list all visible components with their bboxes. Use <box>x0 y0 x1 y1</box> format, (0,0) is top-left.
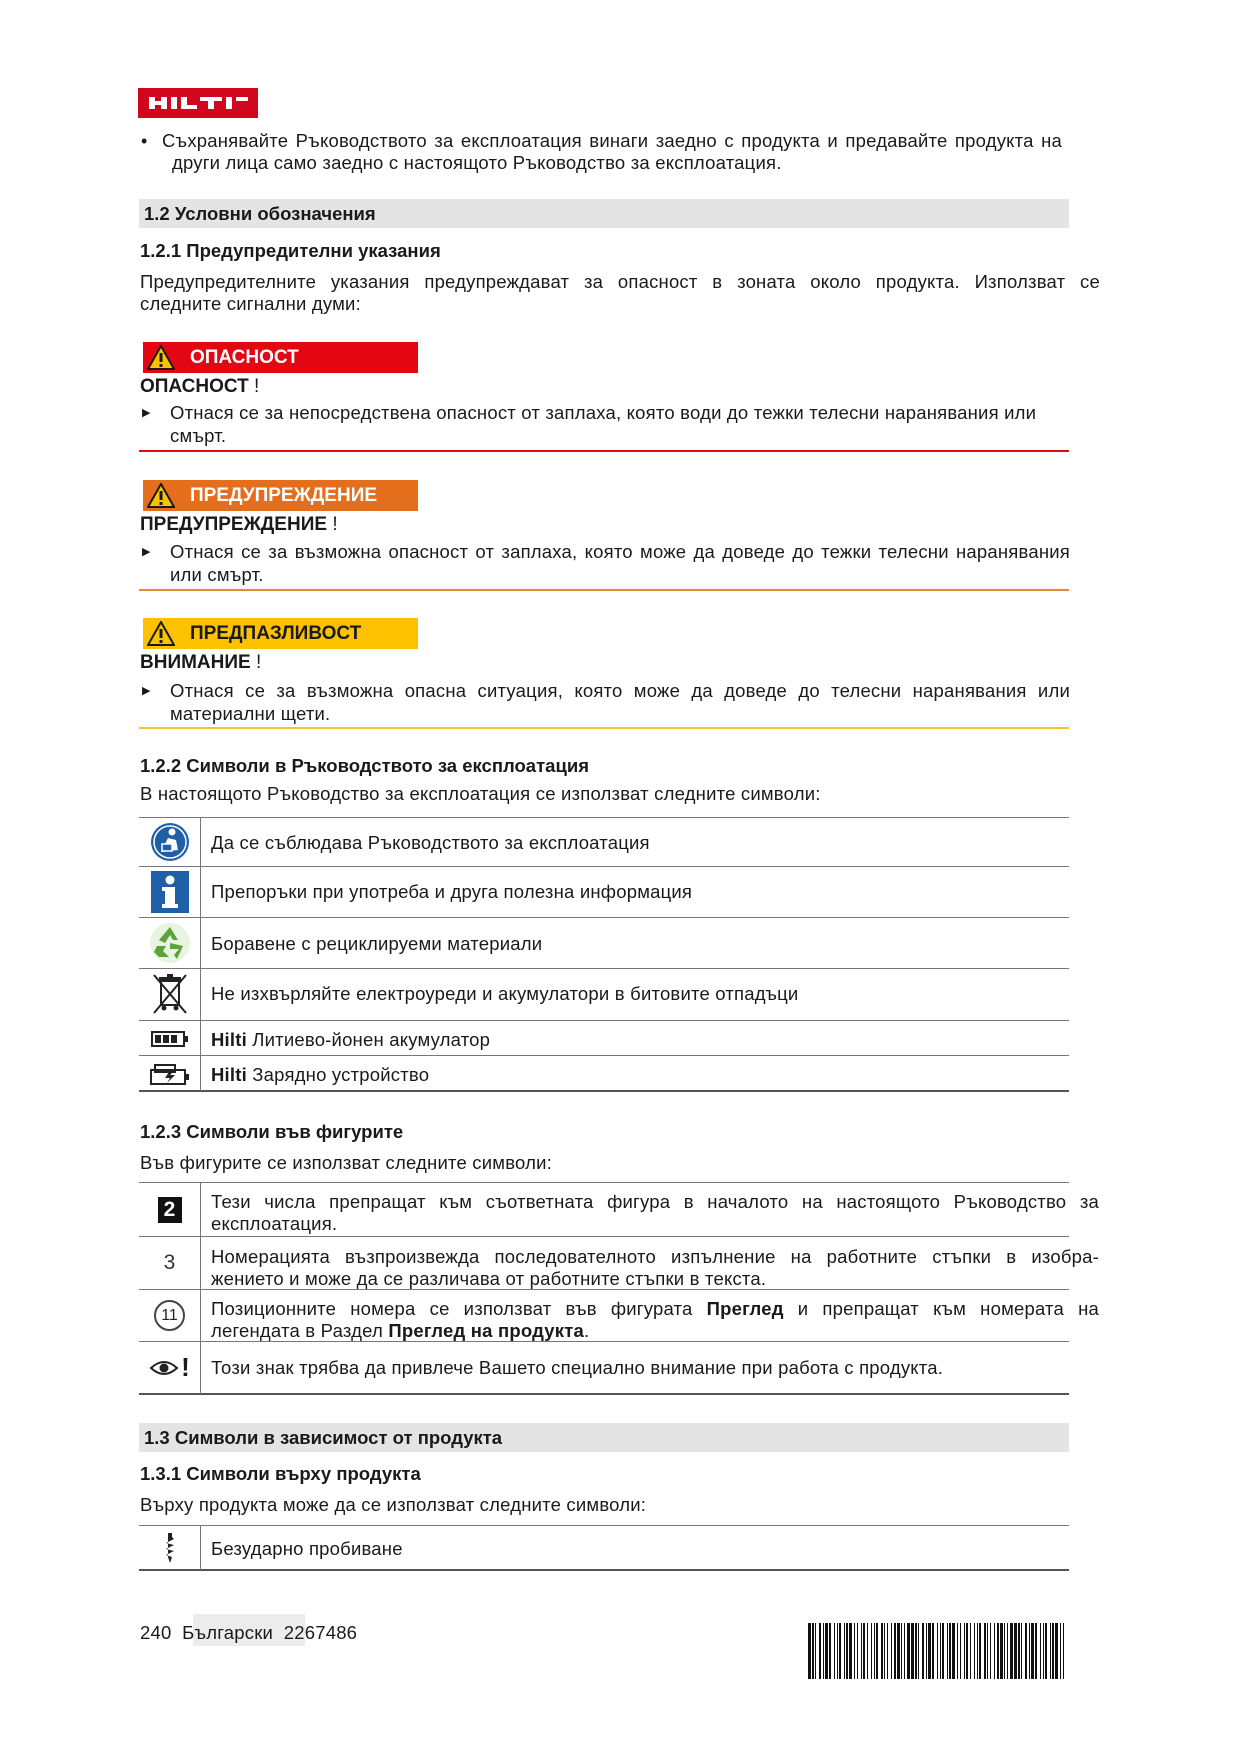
barcode-bar <box>1040 1623 1041 1679</box>
barcode-bar <box>922 1623 924 1679</box>
attention-exclamation: ! <box>181 1352 190 1382</box>
barcode-bar <box>994 1623 995 1679</box>
subsection-title-1-2-3: 1.2.3 Символи във фигурите <box>140 1121 404 1142</box>
arrow-bullet-icon: ▶ <box>142 685 151 697</box>
intro-bullet-line1: Съхранявайте Ръководството за експлоатация винаги заедно с продукта и предавайте продукта на <box>162 130 1062 151</box>
barcode-bar <box>952 1623 955 1679</box>
barcode-bar <box>891 1623 892 1679</box>
barcode-bar <box>901 1623 902 1679</box>
table-row-desc: Литиево-йонен акумулатор <box>252 1029 491 1050</box>
warning-label-box <box>143 480 418 511</box>
attention-eye-icon <box>139 1343 200 1392</box>
rotary-drilling-icon <box>139 1527 200 1568</box>
warning-triangle-icon <box>147 621 175 651</box>
page-number: 240 <box>140 1622 172 1643</box>
position-number-icon <box>139 1291 200 1340</box>
barcode-bar <box>874 1623 875 1679</box>
barcode-bar <box>960 1623 961 1679</box>
warning-label: ПРЕДУПРЕЖДЕНИЕ <box>190 485 378 506</box>
barcode-bar <box>1055 1623 1058 1679</box>
barcode-bar <box>907 1623 910 1679</box>
warnings-intro-line2: следните сигнални думи: <box>140 293 361 314</box>
symbols-intro: В настоящото Ръководство за експлоатация се използват следните символи: <box>140 783 821 804</box>
table-rule <box>139 1236 1069 1237</box>
barcode-bar <box>829 1623 831 1679</box>
caution-heading <box>140 652 261 674</box>
barcode-bar <box>1052 1623 1054 1679</box>
footer-language: Български <box>182 1622 274 1643</box>
barcode-bar <box>977 1623 978 1679</box>
danger-heading <box>140 376 259 398</box>
barcode-bar <box>1007 1623 1008 1679</box>
figure-row-line2: жението и може да се различава от работните стъпки в текста. <box>211 1268 767 1289</box>
danger-exclamation: ! <box>254 376 260 397</box>
barcode-bar <box>823 1623 824 1679</box>
barcode-bar <box>837 1623 838 1679</box>
figure-number-value: 2 <box>158 1197 182 1223</box>
figure-row-line1: Тези числа препращат към съответната фигура в началото на настоящото Ръководство за <box>211 1191 1099 1212</box>
barcode-bar <box>1031 1623 1034 1679</box>
position-number-value: 11 <box>154 1300 185 1331</box>
danger-label: ОПАСНОСТ <box>190 347 299 368</box>
table-row-text <box>211 1063 429 1086</box>
table-rule <box>139 968 1069 969</box>
barcode-bar <box>918 1623 919 1679</box>
barcode-bar <box>844 1623 845 1679</box>
barcode-bar <box>1025 1623 1027 1679</box>
barcode-bar <box>1000 1623 1003 1679</box>
bullet-dot: • <box>141 131 148 151</box>
barcode-bar <box>1045 1623 1047 1679</box>
table-divider <box>200 817 201 1091</box>
text-part: . <box>583 1320 590 1341</box>
barcode-bar <box>915 1623 917 1679</box>
barcode-bar <box>949 1623 951 1679</box>
barcode-bar <box>819 1623 821 1679</box>
doc-number: 2267486 <box>283 1622 358 1643</box>
barcode-bar <box>815 1623 816 1679</box>
crossed-bin-icon <box>139 969 200 1019</box>
barcode-bar <box>926 1623 927 1679</box>
barcode-bar <box>854 1623 855 1679</box>
barcode-bar <box>1004 1623 1005 1679</box>
footer <box>140 1621 357 1644</box>
table-row-text: Безударно пробиване <box>211 1538 403 1559</box>
warning-rule <box>139 589 1069 591</box>
barcode-bar <box>849 1623 852 1679</box>
barcode-bar <box>1063 1623 1064 1679</box>
barcode-bar <box>881 1623 883 1679</box>
barcode-bar <box>1029 1623 1030 1679</box>
info-icon <box>139 868 200 916</box>
warning-line1: Отнася се за възможна опасност от заплаха, която може да доведе до тежки телесни наранявания <box>170 541 1070 562</box>
intro-bullet-line2: други лица само заедно с настоящото Ръководство за експлоатация. <box>172 152 782 173</box>
step-number-icon <box>139 1238 200 1288</box>
table-divider <box>200 1525 201 1570</box>
text-part: Позиционните номера се използват във фигурата <box>211 1298 707 1319</box>
hilti-logo <box>138 88 258 118</box>
product-symbols-intro: Върху продукта може да се използват следните символи: <box>140 1494 647 1515</box>
subsection-title-1-2-2: 1.2.2 Символи в Ръководството за експлоатация <box>140 755 589 776</box>
table-rule <box>139 1020 1069 1021</box>
barcode-bar <box>1014 1623 1017 1679</box>
barcode-bar <box>1035 1623 1037 1679</box>
table-row-text: Препоръки при употреба и друга полезна информация <box>211 881 693 902</box>
barcode-bar <box>834 1623 835 1679</box>
warning-triangle-icon <box>147 483 175 513</box>
danger-label-box <box>143 342 418 373</box>
table-divider <box>200 1182 201 1394</box>
caution-exclamation: ! <box>255 652 262 673</box>
bold-ref: Преглед на продукта <box>388 1320 584 1341</box>
figures-intro: Във фигурите се използват следните символи: <box>140 1152 552 1173</box>
warning-heading <box>140 514 338 536</box>
barcode-bar <box>808 1623 811 1679</box>
table-rule <box>139 1525 1069 1526</box>
barcode <box>808 1623 1066 1679</box>
figure-row-line2: експлоатация. <box>211 1213 338 1234</box>
barcode-bar <box>987 1623 988 1679</box>
danger-line2: смърт. <box>170 425 227 446</box>
charger-icon <box>139 1057 200 1090</box>
table-rule <box>139 1393 1069 1395</box>
figure-row-line1: Този знак трябва да привлече Вашето специално внимание при работа с продукта. <box>211 1357 944 1378</box>
figure-row-line1: Номерацията възпроизвежда последователното изпълнение на работните стъпки в изобра- <box>211 1246 1099 1267</box>
table-rule <box>139 1090 1069 1092</box>
barcode-bar <box>966 1623 968 1679</box>
danger-line1: Отнася се за непосредствена опасност от заплаха, която води до тежки телесни наранявания или <box>170 402 1037 423</box>
danger-heading-text: ОПАСНОСТ <box>140 376 249 397</box>
barcode-bar <box>974 1623 975 1679</box>
barcode-bar <box>1043 1623 1044 1679</box>
barcode-bar <box>1060 1623 1061 1679</box>
barcode-bar <box>957 1623 958 1679</box>
subsection-title-1-2-1: 1.2.1 Предупредителни указания <box>140 240 441 261</box>
barcode-bar <box>861 1623 862 1679</box>
brand-name: Hilti <box>211 1064 247 1085</box>
barcode-bar <box>1021 1623 1022 1679</box>
caution-line2: материални щети. <box>170 703 331 724</box>
barcode-bar <box>846 1623 848 1679</box>
barcode-bar <box>887 1623 888 1679</box>
table-rule <box>139 917 1069 918</box>
table-row-text: Да се съблюдава Ръководството за експлоатация <box>211 832 650 853</box>
brand-name: Hilti <box>211 1029 247 1050</box>
danger-rule <box>139 450 1069 452</box>
caution-rule <box>139 727 1069 729</box>
caution-label: ПРЕДПАЗЛИВОСТ <box>190 623 362 644</box>
text-part: и препращат към номерата на <box>783 1298 1099 1319</box>
table-row-desc: Зарядно устройство <box>252 1064 430 1085</box>
barcode-bar <box>867 1623 868 1679</box>
figure-row-line2 <box>211 1319 589 1342</box>
barcode-bar <box>932 1623 934 1679</box>
barcode-bar <box>937 1623 938 1679</box>
caution-label-box <box>143 618 418 649</box>
barcode-bar <box>928 1623 931 1679</box>
figure-number-icon <box>139 1184 200 1235</box>
step-number-value: 3 <box>163 1251 176 1274</box>
warning-triangle-icon <box>147 345 175 375</box>
barcode-bar <box>812 1623 814 1679</box>
barcode-bar <box>839 1623 841 1679</box>
recycle-icon <box>139 919 200 967</box>
subsection-title-1-3-1: 1.3.1 Символи върху продукта <box>140 1463 421 1484</box>
barcode-bar <box>911 1623 914 1679</box>
warning-line2: или смърт. <box>170 564 264 585</box>
barcode-bar <box>1050 1623 1051 1679</box>
barcode-bar <box>990 1623 991 1679</box>
text-part: легендата в Раздел <box>211 1320 389 1341</box>
battery-icon <box>139 1022 200 1055</box>
barcode-bar <box>970 1623 971 1679</box>
table-rule <box>139 1182 1069 1183</box>
manual-read-icon <box>139 819 200 865</box>
table-row-text: Не изхвърляйте електроуреди и акумулатори в битовите отпадъци <box>211 983 799 1004</box>
table-rule <box>139 1569 1069 1571</box>
figure-row-line1 <box>211 1297 1099 1320</box>
warning-heading-text: ПРЕДУПРЕЖДЕНИЕ <box>140 514 328 535</box>
caution-line1: Отнася се за възможна опасна ситуация, която може да доведе до телесни наранявания или <box>170 680 1070 701</box>
caution-heading-text: ВНИМАНИЕ <box>140 652 251 673</box>
arrow-bullet-icon: ▶ <box>142 546 151 558</box>
barcode-bar <box>871 1623 872 1679</box>
barcode-bar <box>904 1623 905 1679</box>
barcode-bar <box>942 1623 944 1679</box>
barcode-bar <box>884 1623 885 1679</box>
barcode-bar <box>979 1623 981 1679</box>
barcode-bar <box>857 1623 858 1679</box>
arrow-bullet-icon: ▶ <box>142 407 151 419</box>
barcode-bar <box>964 1623 965 1679</box>
table-rule <box>139 866 1069 867</box>
table-rule <box>139 1055 1069 1056</box>
bold-ref: Преглед <box>706 1298 784 1319</box>
table-rule <box>139 817 1069 818</box>
barcode-bar <box>876 1623 878 1679</box>
barcode-bar <box>825 1623 828 1679</box>
barcode-bar <box>997 1623 999 1679</box>
barcode-bar <box>940 1623 941 1679</box>
section-title-1-3: 1.3 Символи в зависимост от продукта <box>144 1427 503 1448</box>
barcode-bar <box>947 1623 948 1679</box>
barcode-bar <box>894 1623 896 1679</box>
barcode-bar <box>1018 1623 1020 1679</box>
table-row-text: Боравене с рециклируеми материали <box>211 933 543 954</box>
barcode-bar <box>897 1623 900 1679</box>
barcode-bar <box>1010 1623 1013 1679</box>
table-row-text <box>211 1028 490 1051</box>
warning-exclamation: ! <box>332 514 338 535</box>
barcode-bar <box>863 1623 865 1679</box>
barcode-bar <box>984 1623 986 1679</box>
warnings-intro-line1: Предупредителните указания предупреждават за опасност в зоната около продукта. Използват се <box>140 271 1100 292</box>
section-title-1-2: 1.2 Условни обозначения <box>144 203 376 224</box>
